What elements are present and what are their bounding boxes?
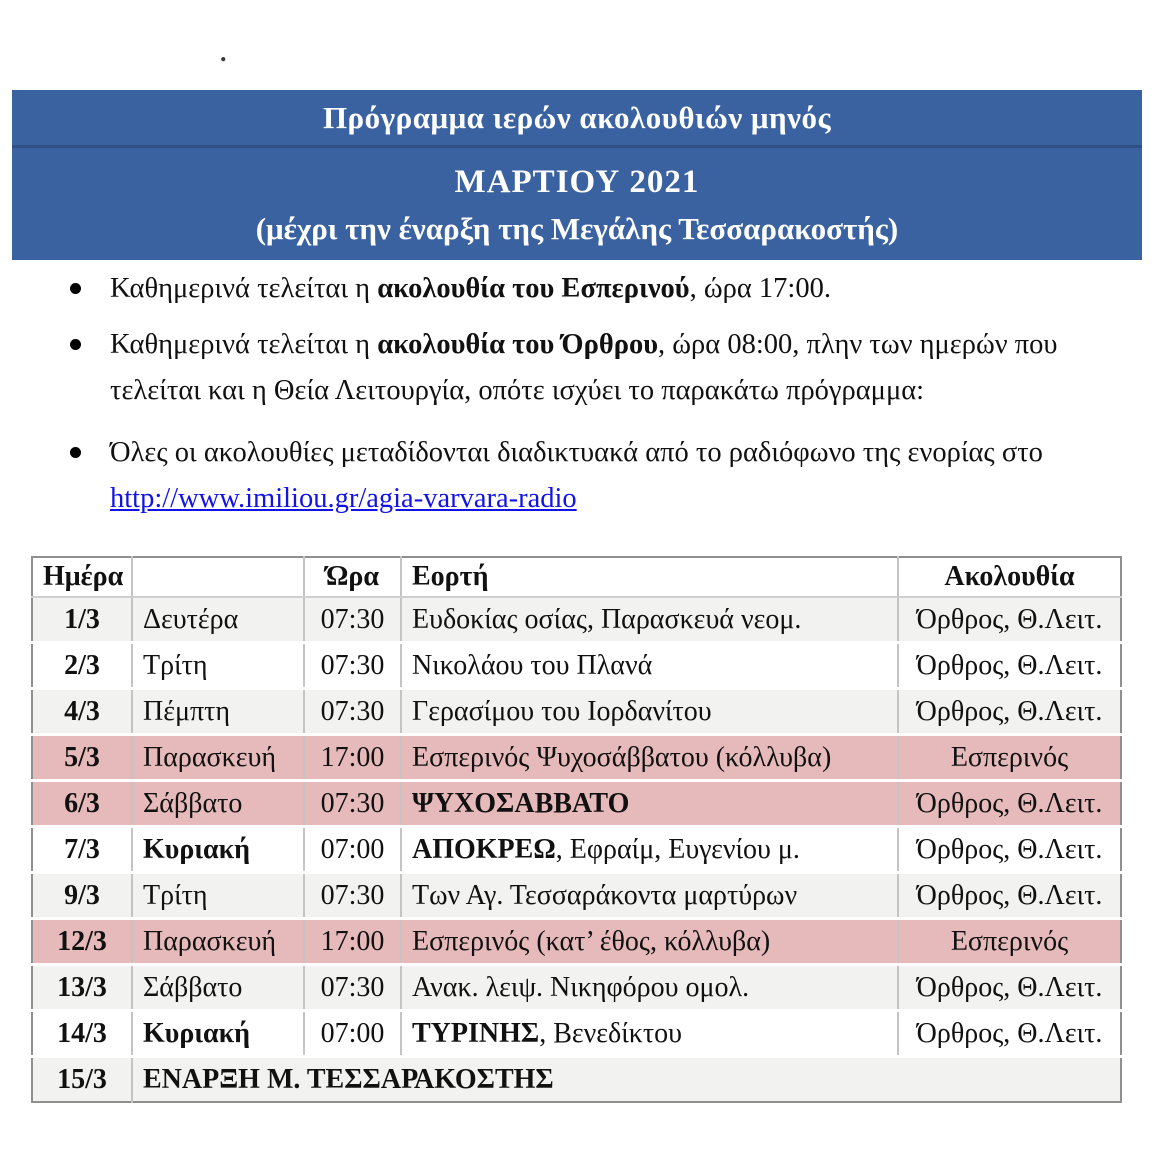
table-row (32, 735, 1121, 781)
header-subtitle-block (12, 148, 1142, 260)
time-cell: 07:30 (304, 965, 401, 1011)
feast-text: , Βενεδίκτου (539, 1017, 683, 1049)
list-item (62, 322, 1110, 414)
date-cell: 15/3 (57, 1063, 107, 1095)
table-row (32, 643, 1121, 689)
feast-text: Ανακ. λειψ. Νικηφόρου ομολ. (412, 971, 750, 1003)
service-cell: Όρθρος, Θ.Λειτ. (898, 781, 1121, 827)
service-cell: Όρθρος, Θ.Λειτ. (898, 1011, 1121, 1057)
feast-text: Νικολάου του Πλανά (412, 649, 653, 681)
time-cell: 17:00 (304, 735, 401, 781)
feast-cell (401, 919, 898, 965)
feast-cell (401, 827, 898, 873)
day-cell: Σάββατο (132, 781, 304, 827)
time-cell: 07:00 (304, 827, 401, 873)
note-text (110, 430, 1110, 522)
day-cell: Δευτέρα (132, 597, 304, 643)
list-item (62, 266, 1110, 312)
service-cell: Όρθρος, Θ.Λειτ. (898, 689, 1121, 735)
service-cell: Όρθρος, Θ.Λειτ. (898, 643, 1121, 689)
time-cell: 07:30 (304, 781, 401, 827)
table-row (32, 965, 1121, 1011)
schedule-table-body (32, 597, 1121, 1102)
feast-cell (401, 781, 898, 827)
col-header-feast: Εορτή (401, 557, 898, 597)
header-month: ΜΑΡΤΙΟΥ 2021 (454, 164, 700, 200)
list-item (62, 430, 1110, 522)
col-header-dayname (132, 557, 304, 597)
stray-dot: . (220, 38, 227, 67)
note-prefix: Όλες οι ακολουθίες μεταδίδονται διαδικτυακά από το ραδιόφωνο της ενορίας στο (110, 437, 1043, 468)
table-row (32, 597, 1121, 643)
date-cell: 1/3 (64, 603, 100, 635)
date-cell: 14/3 (57, 1017, 107, 1049)
feast-emphasis: ΑΠΟΚΡΕΩ (412, 833, 556, 865)
header-title: Πρόγραμμα ιερών ακολουθιών μηνός (12, 90, 1142, 148)
date-cell: 9/3 (64, 879, 100, 911)
bullet-icon (62, 266, 110, 312)
service-cell: Όρθρος, Θ.Λειτ. (898, 597, 1121, 643)
date-cell: 7/3 (64, 833, 100, 865)
service-cell: Όρθρος, Θ.Λειτ. (898, 873, 1121, 919)
day-cell: Παρασκευή (132, 919, 304, 965)
date-cell: 5/3 (64, 741, 100, 773)
table-row (32, 827, 1121, 873)
day-cell: Τρίτη (132, 873, 304, 919)
time-cell: 07:00 (304, 1011, 401, 1057)
col-header-time: Ώρα (304, 557, 401, 597)
feast-cell (401, 1011, 898, 1057)
header-note: (μέχρι την έναρξη της Μεγάλης Τεσσαρακοστής) (255, 211, 899, 246)
table-row (32, 1011, 1121, 1057)
table-header-row (32, 557, 1121, 597)
notes-list (62, 266, 1110, 532)
table-row (32, 689, 1121, 735)
day-cell: Πέμπτη (132, 689, 304, 735)
table-row (32, 1057, 1121, 1103)
schedule-table (31, 556, 1122, 1103)
feast-text: Των Αγ. Τεσσαράκοντα μαρτύρων (412, 879, 798, 911)
time-cell: 17:00 (304, 919, 401, 965)
col-header-service: Ακολουθία (898, 557, 1121, 597)
feast-text: Γερασίμου του Ιορδανίτου (412, 695, 712, 727)
feast-cell (401, 735, 898, 781)
feast-cell (401, 873, 898, 919)
date-cell: 6/3 (64, 787, 100, 819)
table-row (32, 873, 1121, 919)
feast-cell (401, 965, 898, 1011)
day-cell: Κυριακή (132, 1011, 304, 1057)
service-cell: Εσπερινός (898, 919, 1121, 965)
service-cell: Όρθρος, Θ.Λειτ. (898, 827, 1121, 873)
date-cell: 12/3 (57, 925, 107, 957)
note-prefix: Καθημερινά τελείται η (110, 273, 378, 304)
day-cell: Τρίτη (132, 643, 304, 689)
feast-text: Ευδοκίας οσίας, Παρασκευά νεομ. (412, 603, 802, 635)
date-cell: 4/3 (64, 695, 100, 727)
bullet-icon (62, 322, 110, 414)
radio-link[interactable]: http://www.imiliou.gr/agia-varvara-radio (110, 483, 577, 514)
time-cell: 07:30 (304, 643, 401, 689)
day-cell: Σάββατο (132, 965, 304, 1011)
time-cell: 07:30 (304, 597, 401, 643)
time-cell: 07:30 (304, 689, 401, 735)
table-row (32, 781, 1121, 827)
date-cell: 2/3 (64, 649, 100, 681)
time-cell: 07:30 (304, 873, 401, 919)
note-emphasis: ακολουθία του Όρθρου (377, 329, 659, 360)
feast-text: , Εφραίμ, Ευγενίου μ. (555, 833, 800, 865)
note-emphasis: ακολουθία του Εσπερινού (377, 273, 690, 304)
feast-text: Εσπερινός Ψυχοσάββατου (κόλλυβα) (412, 741, 832, 773)
feast-emphasis: ΤΥΡΙΝΗΣ (412, 1017, 540, 1049)
date-cell: 13/3 (57, 971, 107, 1003)
event-span-cell: ΕΝΑΡΞΗ Μ. ΤΕΣΣΑΡΑΚΟΣΤΗΣ (132, 1057, 1121, 1103)
day-cell: Κυριακή (132, 827, 304, 873)
service-cell: Εσπερινός (898, 735, 1121, 781)
feast-emphasis: ΨΥΧΟΣΑΒΒΑΤΟ (412, 787, 630, 819)
feast-cell (401, 689, 898, 735)
col-header-day: Ημέρα (32, 557, 132, 597)
feast-text: Εσπερινός (κατ’ έθος, κόλλυβα) (412, 925, 771, 957)
note-text (110, 322, 1110, 414)
day-cell: Παρασκευή (132, 735, 304, 781)
note-prefix: Καθημερινά τελείται η (110, 329, 378, 360)
note-text (110, 266, 1110, 312)
feast-cell (401, 643, 898, 689)
bullet-icon (62, 430, 110, 522)
note-suffix: , ώρα 17:00. (689, 273, 831, 304)
table-row (32, 919, 1121, 965)
feast-cell (401, 597, 898, 643)
service-cell: Όρθρος, Θ.Λειτ. (898, 965, 1121, 1011)
document-header (12, 90, 1142, 260)
note-suffix: , ώρα 08:00, πλην των ημερών που τελείται και η Θεία Λειτουργία, οπότε ισχύει το παρακάτω πρόγραμμα: (110, 329, 1058, 406)
